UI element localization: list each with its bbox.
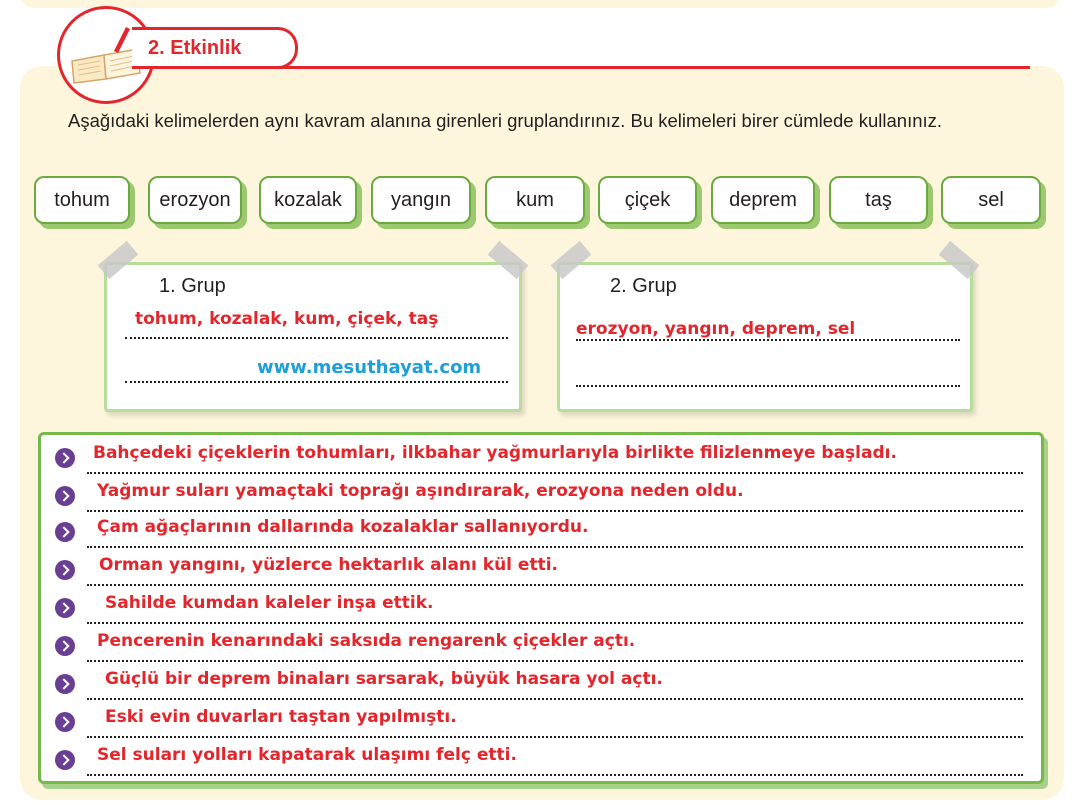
answer-line: [87, 774, 1023, 776]
watermark: www.mesuthayat.com: [257, 357, 482, 378]
chevron-right-icon: [55, 636, 75, 656]
activity-title: 2. Etkinlik: [148, 36, 242, 59]
sentence-row: [41, 625, 1041, 663]
sentence-text: Çam ağaçlarının dallarında kozalaklar sallanıyordu.: [97, 517, 589, 537]
sentence-text: Pencerenin kenarındaki saksıda rengarenk çiçekler açtı.: [97, 631, 636, 651]
word-box: erozyon: [148, 176, 242, 224]
sentence-text: Sel suları yolları kapatarak ulaşımı felç etti.: [97, 745, 517, 765]
word-box: tohum: [34, 176, 130, 224]
chevron-right-icon: [55, 598, 75, 618]
instruction-text: Aşağıdaki kelimelerden aynı kavram alanına girenleri gruplandırınız. Bu kelimeleri birer cümlede kullanınız.: [68, 110, 943, 131]
word-box: çiçek: [598, 176, 697, 224]
group-1-title: 1. Grup: [159, 275, 226, 297]
sentence-row: [41, 701, 1041, 739]
sentence-text: Eski evin duvarları taştan yapılmıştı.: [105, 707, 457, 727]
word-box: kum: [485, 176, 585, 224]
word-box: yangın: [371, 176, 471, 224]
answer-line: [87, 698, 1023, 700]
sentence-row: [41, 437, 1041, 475]
sentence-row: [41, 663, 1041, 701]
group-2-answer: erozyon, yangın, deprem, sel: [576, 319, 856, 339]
group-2-title: 2. Grup: [610, 275, 677, 297]
word-box: taş: [829, 176, 928, 224]
sentence-row: [41, 511, 1041, 549]
chevron-right-icon: [55, 560, 75, 580]
sentence-row: [41, 549, 1041, 587]
answer-line: [87, 736, 1023, 738]
group-1-answer: tohum, kozalak, kum, çiçek, taş: [135, 309, 439, 329]
answer-line: [87, 660, 1023, 662]
sentence-text: Orman yangını, yüzlerce hektarlık alanı kül etti.: [99, 555, 558, 575]
sentence-row: [41, 475, 1041, 513]
chevron-right-icon: [55, 448, 75, 468]
answer-line: [576, 339, 960, 341]
answer-line: [87, 584, 1023, 586]
chevron-right-icon: [55, 674, 75, 694]
sentence-text: Yağmur suları yamaçtaki toprağı aşındırarak, erozyona neden oldu.: [97, 481, 744, 501]
sentence-text: Sahilde kumdan kaleler inşa ettik.: [105, 593, 434, 613]
answer-line: [125, 381, 508, 383]
answer-line: [125, 337, 508, 339]
chevron-right-icon: [55, 486, 75, 506]
sentence-row: [41, 587, 1041, 625]
word-box: sel: [941, 176, 1041, 224]
group-2-card: [557, 262, 973, 412]
sentence-list: [38, 432, 1044, 784]
answer-line: [87, 622, 1023, 624]
chevron-right-icon: [55, 750, 75, 770]
answer-line: [576, 385, 960, 387]
sentence-text: Bahçedeki çiçeklerin tohumları, ilkbahar yağmurlarıyla birlikte filizlenmeye başladı.: [93, 443, 897, 463]
activity-title-badge: [132, 27, 298, 69]
answer-line: [87, 472, 1023, 474]
word-box: deprem: [711, 176, 815, 224]
previous-panel-edge: [20, 0, 1060, 8]
group-1-card: [104, 262, 522, 412]
sentence-row: [41, 739, 1041, 777]
answer-line: [87, 546, 1023, 548]
chevron-right-icon: [55, 522, 75, 542]
word-box: kozalak: [259, 176, 357, 224]
chevron-right-icon: [55, 712, 75, 732]
sentence-text: Güçlü bir deprem binaları sarsarak, büyük hasara yol açtı.: [105, 669, 663, 689]
